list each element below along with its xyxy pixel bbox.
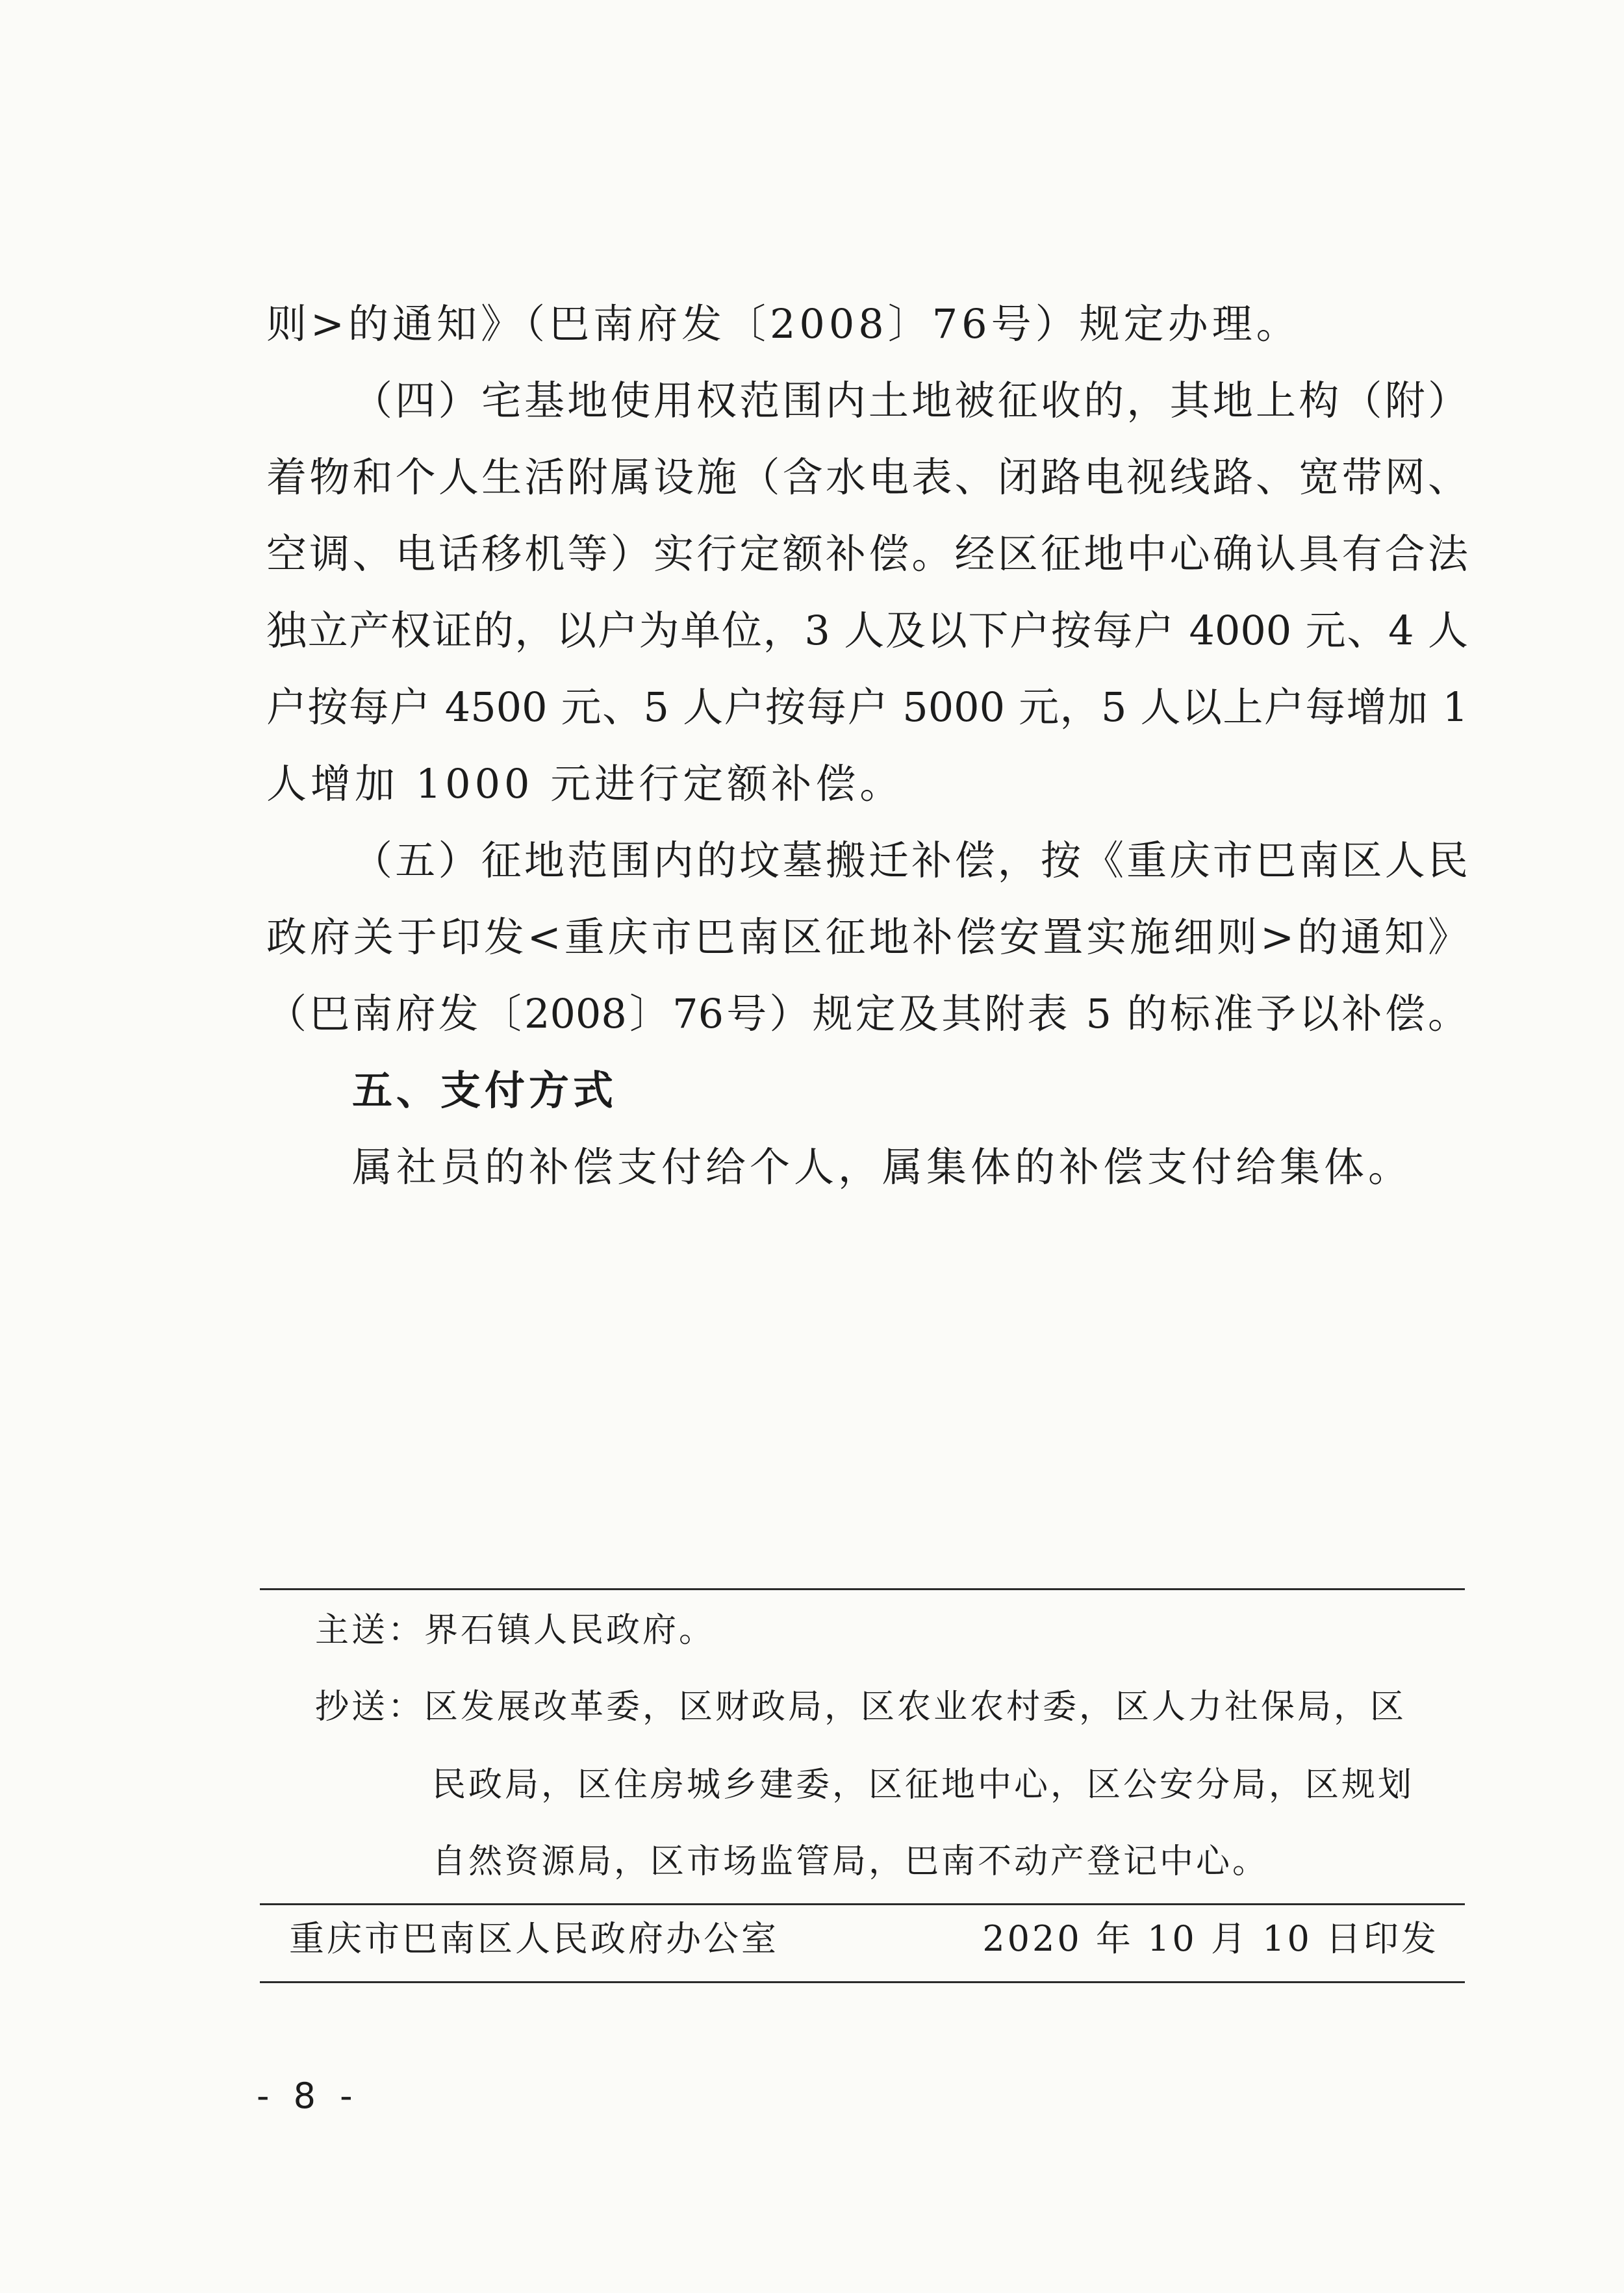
footer-bottom-rule <box>260 1981 1465 1983</box>
section-heading: 五、支付方式 <box>352 1067 618 1114</box>
paragraph-4-line: 着物和个人生活附属设施（含水电表、闭路电视线路、宽带网、 <box>266 453 1468 501</box>
cc-line: 自然资源局，区市场监管局，巴南不动产登记中心。 <box>432 1842 1269 1881</box>
paragraph-5-line: （巴南府发〔2008〕76号）规定及其附表 5 的标准予以补偿。 <box>266 990 1468 1037</box>
paragraph-5-line: 政府关于印发<重庆市巴南区征地补偿安置实施细则>的通知》 <box>266 913 1468 961</box>
paragraph-4-line: 空调、电话移机等）实行定额补偿。经区征地中心确认具有合法 <box>266 530 1468 577</box>
cc-row <box>432 1766 1414 1805</box>
cc-line: 民政局，区住房城乡建委，区征地中心，区公安分局，区规划 <box>432 1766 1415 1805</box>
document-body <box>266 286 1468 1206</box>
page-number: - 8 - <box>257 2075 359 2116</box>
paragraph-5-line: （五）征地范围内的坟墓搬迁补偿，按《重庆市巴南区人民 <box>352 837 1468 884</box>
main-recipient-row <box>315 1611 715 1650</box>
paragraph-4-line: （四）宅基地使用权范围内土地被征收的，其地上构（附） <box>352 377 1468 424</box>
main-recipient-value: 界石镇人民政府。 <box>424 1611 716 1650</box>
paragraph-4-line: 人增加 1000 元进行定额补偿。 <box>266 760 904 807</box>
paragraph-4-line: 独立产权证的，以户为单位，3 人及以下户按每户 4000 元、4 人 <box>266 607 1468 654</box>
paragraph-4-line: 户按每户 4500 元、5 人户按每户 5000 元，5 人以上户每增加 1 <box>266 683 1468 731</box>
cc-line: 区发展改革委，区财政局，区农业农村委，区人力社保局，区 <box>424 1688 1407 1727</box>
section-text: 属社员的补偿支付给个人，属集体的补偿支付给集体。 <box>352 1143 1413 1191</box>
issuer-name: 重庆市巴南区人民政府办公室 <box>289 1918 779 1959</box>
paragraph-line: 则>的通知》（巴南府发〔2008〕76号）规定办理。 <box>266 300 1300 348</box>
issuance-footer <box>289 1918 1439 1960</box>
cc-row <box>432 1842 1269 1881</box>
issue-date: 2020 年 10 月 10 日印发 <box>982 1918 1439 1959</box>
cc-row <box>315 1688 1406 1727</box>
distribution-top-rule <box>260 1588 1465 1590</box>
footer-top-rule <box>260 1903 1465 1905</box>
cc-label: 抄送： <box>315 1688 425 1727</box>
main-recipient-label: 主送： <box>315 1611 425 1650</box>
